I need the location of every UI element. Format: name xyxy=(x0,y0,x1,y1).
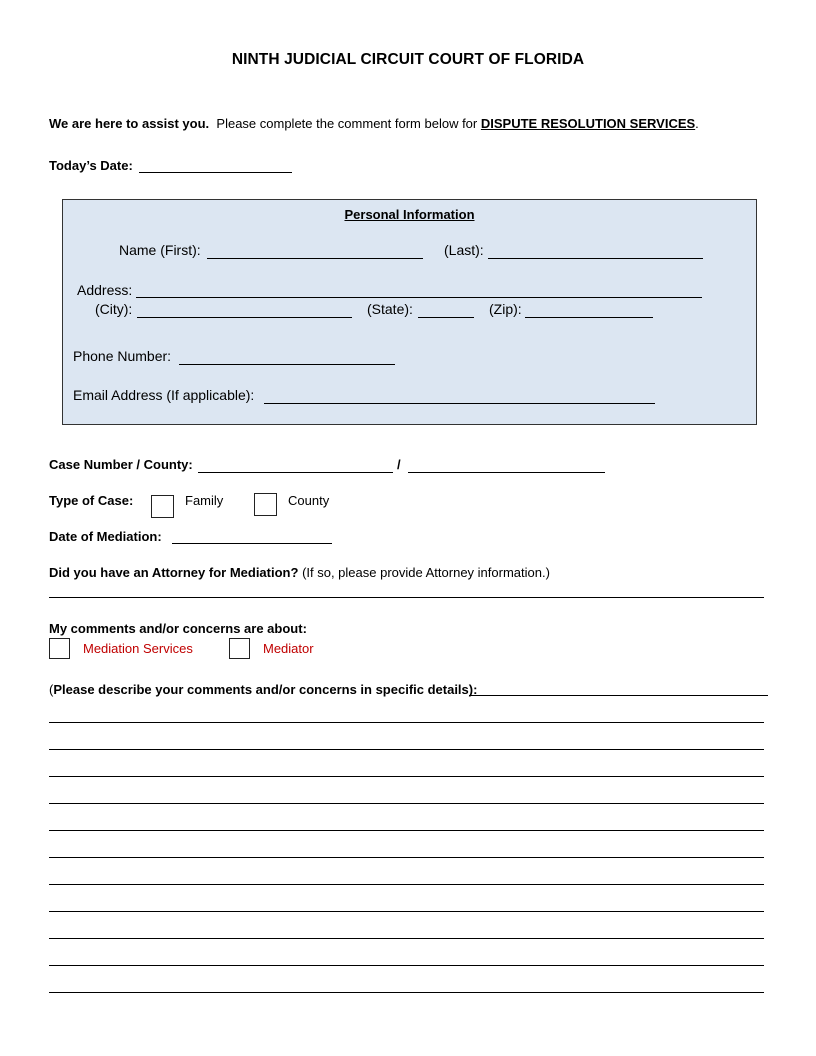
mediation-services-checkbox[interactable] xyxy=(49,638,70,659)
intro-period: . xyxy=(695,116,699,131)
personal-info-heading: Personal Information xyxy=(344,207,475,222)
comment-line[interactable] xyxy=(49,722,764,723)
mediation-date-field[interactable] xyxy=(172,543,332,544)
case-separator: / xyxy=(397,457,401,472)
comment-line[interactable] xyxy=(49,749,764,750)
mediator-label: Mediator xyxy=(263,641,314,656)
comment-line[interactable] xyxy=(49,965,764,966)
first-name-field[interactable] xyxy=(207,258,423,259)
county-field[interactable] xyxy=(408,472,605,473)
county-option-label: County xyxy=(288,493,330,508)
intro-text: Please complete the comment form below for xyxy=(216,116,478,131)
phone-label: Phone Number: xyxy=(73,348,172,364)
comment-line[interactable] xyxy=(49,830,764,831)
describe-label: Please describe your comments and/or concerns in specific details): xyxy=(53,682,478,697)
address-field[interactable] xyxy=(136,297,702,298)
mediator-checkbox[interactable] xyxy=(229,638,250,659)
last-name-label: (Last): xyxy=(444,242,484,258)
state-label: (State): xyxy=(367,301,413,317)
describe-line xyxy=(49,682,477,697)
attorney-question: Did you have an Attorney for Mediation? xyxy=(49,565,299,580)
mediation-services-label: Mediation Services xyxy=(83,641,193,656)
city-field[interactable] xyxy=(137,317,352,318)
case-number-county-label: Case Number / County: xyxy=(49,457,193,472)
case-number-field[interactable] xyxy=(198,472,393,473)
comment-line[interactable] xyxy=(49,938,764,939)
comments-about-label: My comments and/or concerns are about: xyxy=(49,621,307,636)
comment-line[interactable] xyxy=(49,992,764,993)
intro-line xyxy=(49,116,699,131)
last-name-field[interactable] xyxy=(488,258,703,259)
todays-date-field[interactable] xyxy=(139,172,292,173)
attorney-line xyxy=(49,565,550,580)
email-label: Email Address (If applicable): xyxy=(73,387,255,403)
family-option-label: Family xyxy=(185,493,224,508)
case-type-label: Type of Case: xyxy=(49,493,134,508)
phone-field[interactable] xyxy=(179,364,395,365)
city-label: (City): xyxy=(95,301,133,317)
comment-line[interactable] xyxy=(49,911,764,912)
comment-line[interactable] xyxy=(49,884,764,885)
comment-line[interactable] xyxy=(49,776,764,777)
zip-field[interactable] xyxy=(525,317,653,318)
comment-line[interactable] xyxy=(469,695,768,696)
state-field[interactable] xyxy=(418,317,474,318)
zip-label: (Zip): xyxy=(489,301,522,317)
county-checkbox[interactable] xyxy=(254,493,277,516)
comment-line[interactable] xyxy=(49,803,764,804)
page-title: NINTH JUDICIAL CIRCUIT COURT OF FLORIDA xyxy=(231,51,585,68)
comment-line[interactable] xyxy=(49,857,764,858)
intro-service: DISPUTE RESOLUTION SERVICES xyxy=(480,116,696,131)
mediation-date-label: Date of Mediation: xyxy=(49,529,162,544)
attorney-note: (If so, please provide Attorney information.) xyxy=(302,565,550,580)
todays-date-label: Today’s Date: xyxy=(49,158,133,173)
email-field[interactable] xyxy=(264,403,655,404)
address-label: Address: xyxy=(77,282,133,298)
attorney-info-field[interactable] xyxy=(49,597,764,598)
first-name-label: Name (First): xyxy=(119,242,201,258)
family-checkbox[interactable] xyxy=(151,495,174,518)
describe-paren: ( xyxy=(49,682,54,697)
intro-bold: We are here to assist you. xyxy=(49,116,210,131)
